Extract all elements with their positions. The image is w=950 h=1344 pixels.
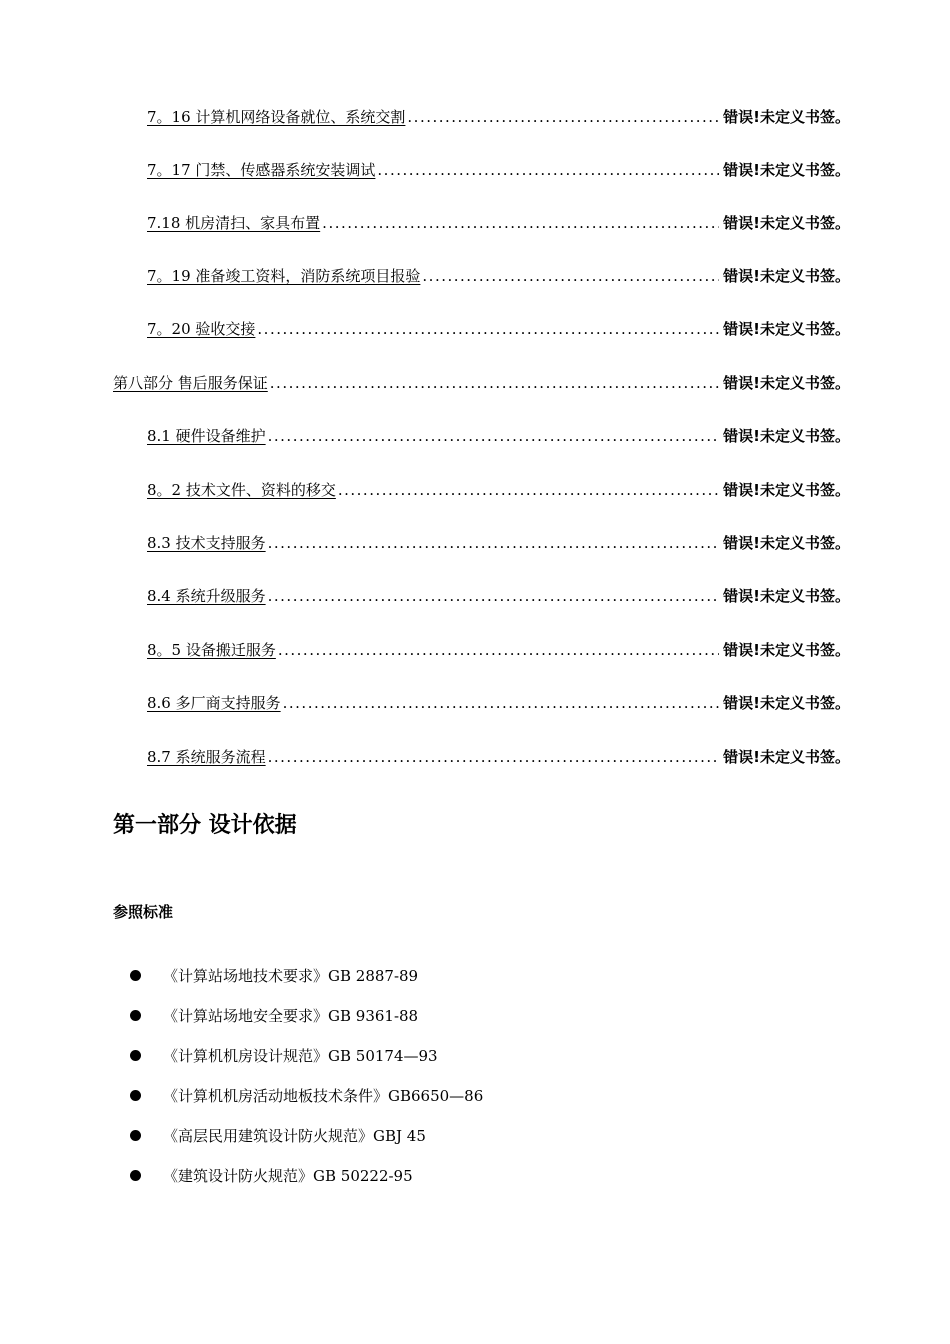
list-item (130, 1042, 438, 1068)
toc-entry-page: 错误!未定义书签。 (723, 108, 850, 126)
toc-dot-leader (422, 262, 719, 290)
list-item (130, 1002, 418, 1028)
toc-dot-leader (268, 529, 720, 557)
standard-text: 《计算站场地技术要求》GB 2887-89 (163, 966, 419, 985)
toc-entry-page: 错误!未定义书签。 (723, 320, 850, 338)
toc-entry-page: 错误!未定义书签。 (723, 641, 850, 659)
bullet-icon (130, 1170, 141, 1181)
bullet-icon (130, 1010, 141, 1021)
toc-entry-title[interactable]: 8.4 系统升级服务 (147, 587, 266, 605)
toc-entry-title[interactable]: 8.3 技术支持服务 (147, 534, 266, 552)
toc-entry[interactable] (147, 689, 850, 717)
toc-dot-leader (270, 369, 719, 397)
toc-entry-title[interactable]: 7。20 验收交接 (147, 320, 256, 338)
standard-text: 《建筑设计防火规范》GB 50222-95 (163, 1166, 413, 1185)
list-item (130, 962, 418, 988)
toc-entry-page: 错误!未定义书签。 (723, 694, 850, 712)
toc-entry-page: 错误!未定义书签。 (723, 534, 850, 552)
toc-entry[interactable] (147, 315, 850, 343)
toc-dot-leader (278, 636, 719, 664)
toc-entry-page: 错误!未定义书签。 (723, 481, 850, 499)
toc-entry-title[interactable]: 8。5 设备搬迁服务 (147, 641, 276, 659)
toc-entry-page: 错误!未定义书签。 (723, 214, 850, 232)
toc-entry-page: 错误!未定义书签。 (723, 587, 850, 605)
toc-entry[interactable] (147, 476, 850, 504)
toc-entry-title[interactable]: 8.6 多厂商支持服务 (147, 694, 281, 712)
toc-entry-title[interactable]: 7。16 计算机网络设备就位、系统交割 (147, 108, 406, 126)
toc-entry-title[interactable]: 8.7 系统服务流程 (147, 748, 266, 766)
toc-dot-leader (268, 582, 720, 610)
toc-entry[interactable] (147, 529, 850, 557)
toc-entry-title[interactable]: 7。17 门禁、传感器系统安装调试 (147, 161, 376, 179)
toc-dot-leader (377, 156, 719, 184)
toc-entry[interactable] (147, 209, 850, 237)
toc-entry-chapter[interactable] (113, 369, 850, 397)
bullet-icon (130, 1090, 141, 1101)
bullet-icon (130, 1050, 141, 1061)
toc-entry-title[interactable]: 7。19 准备竣工资料，消防系统项目报验 (147, 267, 421, 285)
toc-entry-page: 错误!未定义书签。 (723, 427, 850, 445)
standard-text: 《计算站场地安全要求》GB 9361-88 (163, 1006, 419, 1025)
toc-entry[interactable] (147, 262, 850, 290)
toc-dot-leader (257, 315, 719, 343)
toc-entry[interactable] (147, 582, 850, 610)
toc-entry-page: 错误!未定义书签。 (723, 267, 850, 285)
list-item (130, 1082, 483, 1108)
bullet-icon (130, 970, 141, 981)
standard-text: 《计算机机房活动地板技术条件》GB6650—86 (163, 1086, 484, 1105)
standard-text: 《高层民用建筑设计防火规范》GBJ 45 (163, 1126, 426, 1145)
toc-entry[interactable] (147, 636, 850, 664)
toc-dot-leader (322, 209, 719, 237)
toc-dot-leader (283, 689, 720, 717)
section-subheading: 参照标准 (113, 903, 174, 921)
toc-entry[interactable] (147, 156, 850, 184)
toc-entry-page: 错误!未定义书签。 (723, 374, 850, 392)
section-heading: 第一部分 设计依据 (113, 813, 297, 838)
toc-entry-title[interactable]: 8.1 硬件设备维护 (147, 427, 266, 445)
toc-entry-title[interactable]: 8。2 技术文件、资料的移交 (147, 481, 336, 499)
toc-entry-page: 错误!未定义书签。 (723, 748, 850, 766)
toc-dot-leader (268, 422, 720, 450)
toc-entry[interactable] (147, 743, 850, 771)
list-item (130, 1162, 413, 1188)
list-item (130, 1122, 426, 1148)
toc-dot-leader (338, 476, 719, 504)
toc-entry-page: 错误!未定义书签。 (723, 161, 850, 179)
standard-text: 《计算机机房设计规范》GB 50174—93 (163, 1046, 438, 1065)
toc-entry-title[interactable]: 第八部分 售后服务保证 (113, 374, 268, 392)
toc-dot-leader (268, 743, 720, 771)
toc-entry[interactable] (147, 422, 850, 450)
toc-dot-leader (407, 103, 719, 131)
toc-entry[interactable] (147, 103, 850, 131)
toc-entry-title[interactable]: 7.18 机房清扫、家具布置 (147, 214, 321, 232)
bullet-icon (130, 1130, 141, 1141)
